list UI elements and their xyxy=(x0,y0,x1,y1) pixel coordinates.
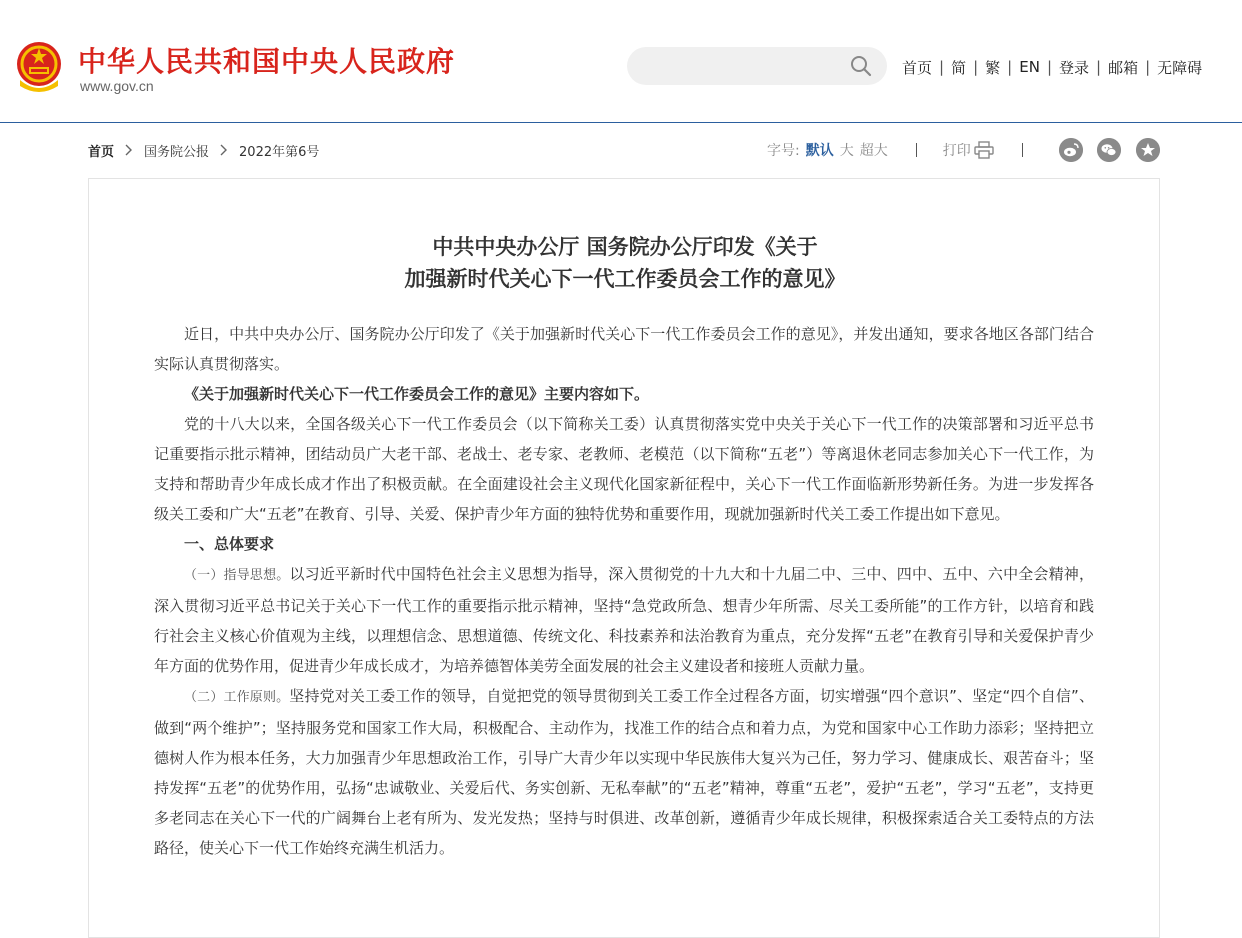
chevron-right-icon xyxy=(209,144,239,156)
paragraph-guiding-ideology xyxy=(154,559,1094,681)
nav-separator: | xyxy=(1145,58,1151,76)
nav-traditional[interactable]: 繁 xyxy=(985,58,1001,77)
subsection-label: （二）工作原则。 xyxy=(184,690,290,705)
font-size-default[interactable]: 默认 xyxy=(805,143,834,159)
search-input[interactable] xyxy=(627,47,887,85)
weibo-icon[interactable] xyxy=(1059,138,1083,162)
printer-icon xyxy=(974,141,994,159)
font-size-label: 字号: xyxy=(767,143,800,159)
article-body xyxy=(154,319,1094,863)
paragraph-summary: 《关于加强新时代关心下一代工作委员会工作的意见》主要内容如下。 xyxy=(184,385,650,403)
wechat-icon[interactable] xyxy=(1097,138,1121,162)
subsection-text: 坚持党对关工委工作的领导，自觉把党的领导贯彻到关工委工作全过程各方面，切实增强“四个意识”、坚定“四个自信”、做到“两个维护”；坚持服务党和国家工作大局，积极配合、主动作为，找准工作的结合点和着力点，为党和国家中心工作助力添彩；坚持把立德树人作为根本任务，大力加强青少年思想政治工作，引导广大青少年以实现中华民族伟大复兴为己任，努力学习、健康成长、艰苦奋斗；坚持发挥“五老”的优势作用，弘扬“忠诚敬业、关爱后代、务实创新、无私奉献”的“五老”精神，尊重“五老”，爱护“五老”，学习“五老”，支持更多老同志在关心下一代的广阔舞台上老有所为、发光发热；坚持与时俱进、改革创新，遵循青少年成长规律，积极探索适合关工委特点的方法路径，使关心下一代工作始终充满生机活力。 xyxy=(154,687,1094,857)
national-emblem-icon[interactable] xyxy=(14,40,64,92)
article-toolbar xyxy=(767,140,1049,160)
nav-separator: | xyxy=(939,58,945,76)
nav-accessibility[interactable]: 无障碍 xyxy=(1157,58,1203,77)
nav-english[interactable]: EN xyxy=(1019,58,1040,76)
search-icon[interactable] xyxy=(850,55,872,77)
breadcrumb-home[interactable]: 首页 xyxy=(88,144,115,160)
toolbar-separator xyxy=(1022,143,1023,157)
paragraph-principles xyxy=(154,681,1094,863)
print-label: 打印 xyxy=(942,143,971,159)
site-title[interactable]: 中华人民共和国中央人民政府 xyxy=(78,45,456,78)
paragraph-intro: 近日，中共中央办公厅、国务院办公厅印发了《关于加强新时代关心下一代工作委员会工作的意见》，并发出通知，要求各地区各部门结合实际认真贯彻落实。 xyxy=(154,325,1094,373)
nav-mail[interactable]: 邮箱 xyxy=(1108,58,1139,77)
breadcrumb-issue[interactable]: 2022年第6号 xyxy=(239,144,320,160)
nav-home[interactable]: 首页 xyxy=(902,58,933,77)
nav-separator: | xyxy=(1096,58,1102,76)
breadcrumb xyxy=(88,140,319,160)
subsection-text: 以习近平新时代中国特色社会主义思想为指导，深入贯彻党的十九大和十九届二中、三中、四中、五中、六中全会精神，深入贯彻习近平总书记关于关心下一代工作的重要指示批示精神，坚持“急党政所急、想青少年所需、尽关工委所能”的工作方针，以培育和践行社会主义核心价值观为主线，以理想信念、思想道德、传统文化、科技素养和法治教育为重点，充分发挥“五老”在教育引导和关爱保护青少年方面的优势作用，促进青少年成长成才，为培养德智体美劳全面发展的社会主义建设者和接班人贡献力量。 xyxy=(154,565,1094,675)
nav-separator: | xyxy=(1046,58,1052,76)
header-divider xyxy=(0,122,1242,123)
print-button[interactable] xyxy=(943,140,994,160)
site-header xyxy=(0,0,1242,122)
nav-separator: | xyxy=(1007,58,1013,76)
favorite-star-icon[interactable] xyxy=(1136,138,1160,162)
nav-separator: | xyxy=(973,58,979,76)
site-url[interactable]: www.gov.cn xyxy=(80,78,154,94)
article-container xyxy=(88,178,1160,938)
article-title-line2: 加强新时代关心下一代工作委员会工作的意见》 xyxy=(404,266,846,291)
subsection-label: （一）指导思想。 xyxy=(184,568,290,583)
chevron-right-icon xyxy=(114,144,144,156)
article-title-line1: 中共中央办公厅 国务院办公厅印发《关于 xyxy=(432,234,818,259)
nav-login[interactable]: 登录 xyxy=(1059,58,1090,77)
paragraph-background: 党的十八大以来，全国各级关心下一代工作委员会（以下简称关工委）认真贯彻落实党中央关于关心下一代工作的决策部署和习近平总书记重要指示批示精神，团结动员广大老干部、老战士、老专家、老教师、老模范（以下简称“五老”）等离退休老同志参加关心下一代工作，为支持和帮助青少年成长成才作出了积极贡献。在全面建设社会主义现代化国家新征程中，关心下一代工作面临新形势新任务。为进一步发挥各级关工委和广大“五老”在教育、引导、关爱、保护青少年方面的独特优势和重要作用，现就加强新时代关工委工作提出如下意见。 xyxy=(154,415,1094,523)
section-heading: 一、总体要求 xyxy=(184,535,275,553)
toolbar-separator xyxy=(916,143,917,157)
nav-simplified[interactable]: 简 xyxy=(951,58,967,77)
font-size-large[interactable]: 大 xyxy=(839,143,854,159)
top-nav xyxy=(897,56,1207,78)
font-size-xlarge[interactable]: 超大 xyxy=(859,143,888,159)
breadcrumb-bulletin[interactable]: 国务院公报 xyxy=(144,144,210,160)
